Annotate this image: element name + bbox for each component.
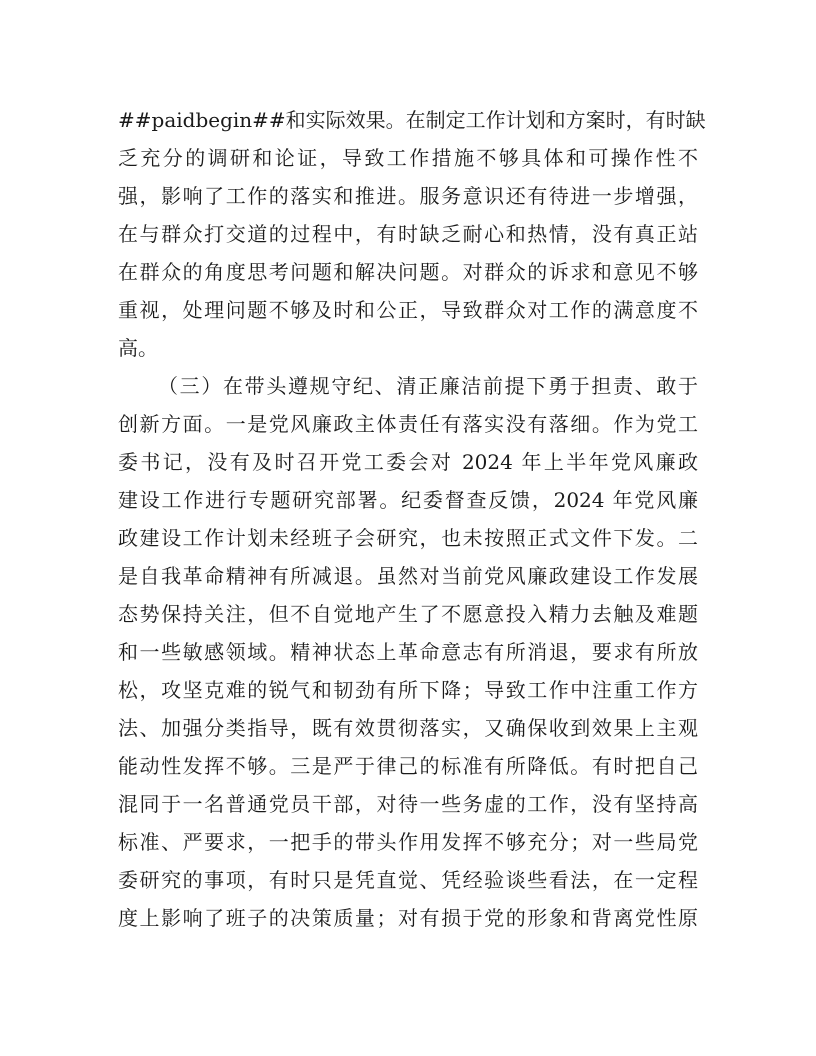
paragraph-line: 度上影响了班子的决策质量；对有损于党的形象和背离党性原	[118, 906, 698, 930]
paragraph-line: 高。	[118, 336, 158, 360]
paragraph-line: 强，影响了工作的落实和推进。服务意识还有待进一步增强，	[118, 184, 698, 208]
paragraph-line: 在与群众打交道的过程中，有时缺乏耐心和热情，没有真正站	[118, 222, 698, 246]
paragraph-line: 混同于一名普通党员干部，对待一些务虚的工作，没有坚持高	[118, 792, 698, 816]
paragraph-line: 能动性发挥不够。三是严于律己的标准有所降低。有时把自己	[118, 754, 698, 778]
paragraph-line: 法、加强分类指导，既有效贯彻落实，又确保收到效果上主观	[118, 716, 698, 740]
paragraph-line: 重视，处理问题不够及时和公正，导致群众对工作的满意度不	[118, 298, 698, 322]
paragraph-line: 是自我革命精神有所减退。虽然对当前党风廉政建设工作发展	[118, 564, 698, 588]
paragraph-line: 委书记，没有及时召开党工委会对 2024 年上半年党风廉政	[118, 450, 698, 474]
paragraph-line: 态势保持关注，但不自觉地产生了不愿意投入精力去触及难题	[118, 602, 698, 626]
paragraph-line: 委研究的事项，有时只是凭直觉、凭经验谈些看法，在一定程	[118, 868, 698, 892]
section-heading-line: （三）在带头遵规守纪、清正廉洁前提下勇于担责、敢于	[158, 374, 698, 398]
paragraph-line: 和一些敏感领域。精神状态上革命意志有所消退，要求有所放	[118, 640, 698, 664]
paragraph-line: 建设工作进行专题研究部署。纪委督查反馈，2024 年党风廉	[118, 488, 698, 512]
paragraph-line: ##paidbegin##和实际效果。在制定工作计划和方案时，有时缺	[118, 108, 706, 132]
paragraph-line: 创新方面。一是党风廉政主体责任有落实没有落细。作为党工	[118, 412, 698, 436]
paragraph-line: 在群众的角度思考问题和解决问题。对群众的诉求和意见不够	[118, 260, 698, 284]
paragraph-line: 松，攻坚克难的锐气和韧劲有所下降；导致工作中注重工作方	[118, 678, 698, 702]
paragraph-line: 政建设工作计划未经班子会研究，也未按照正式文件下发。二	[118, 526, 698, 550]
paragraph-line: 标准、严要求，一把手的带头作用发挥不够充分；对一些局党	[118, 830, 698, 854]
paragraph-line: 乏充分的调研和论证，导致工作措施不够具体和可操作性不	[118, 146, 698, 170]
